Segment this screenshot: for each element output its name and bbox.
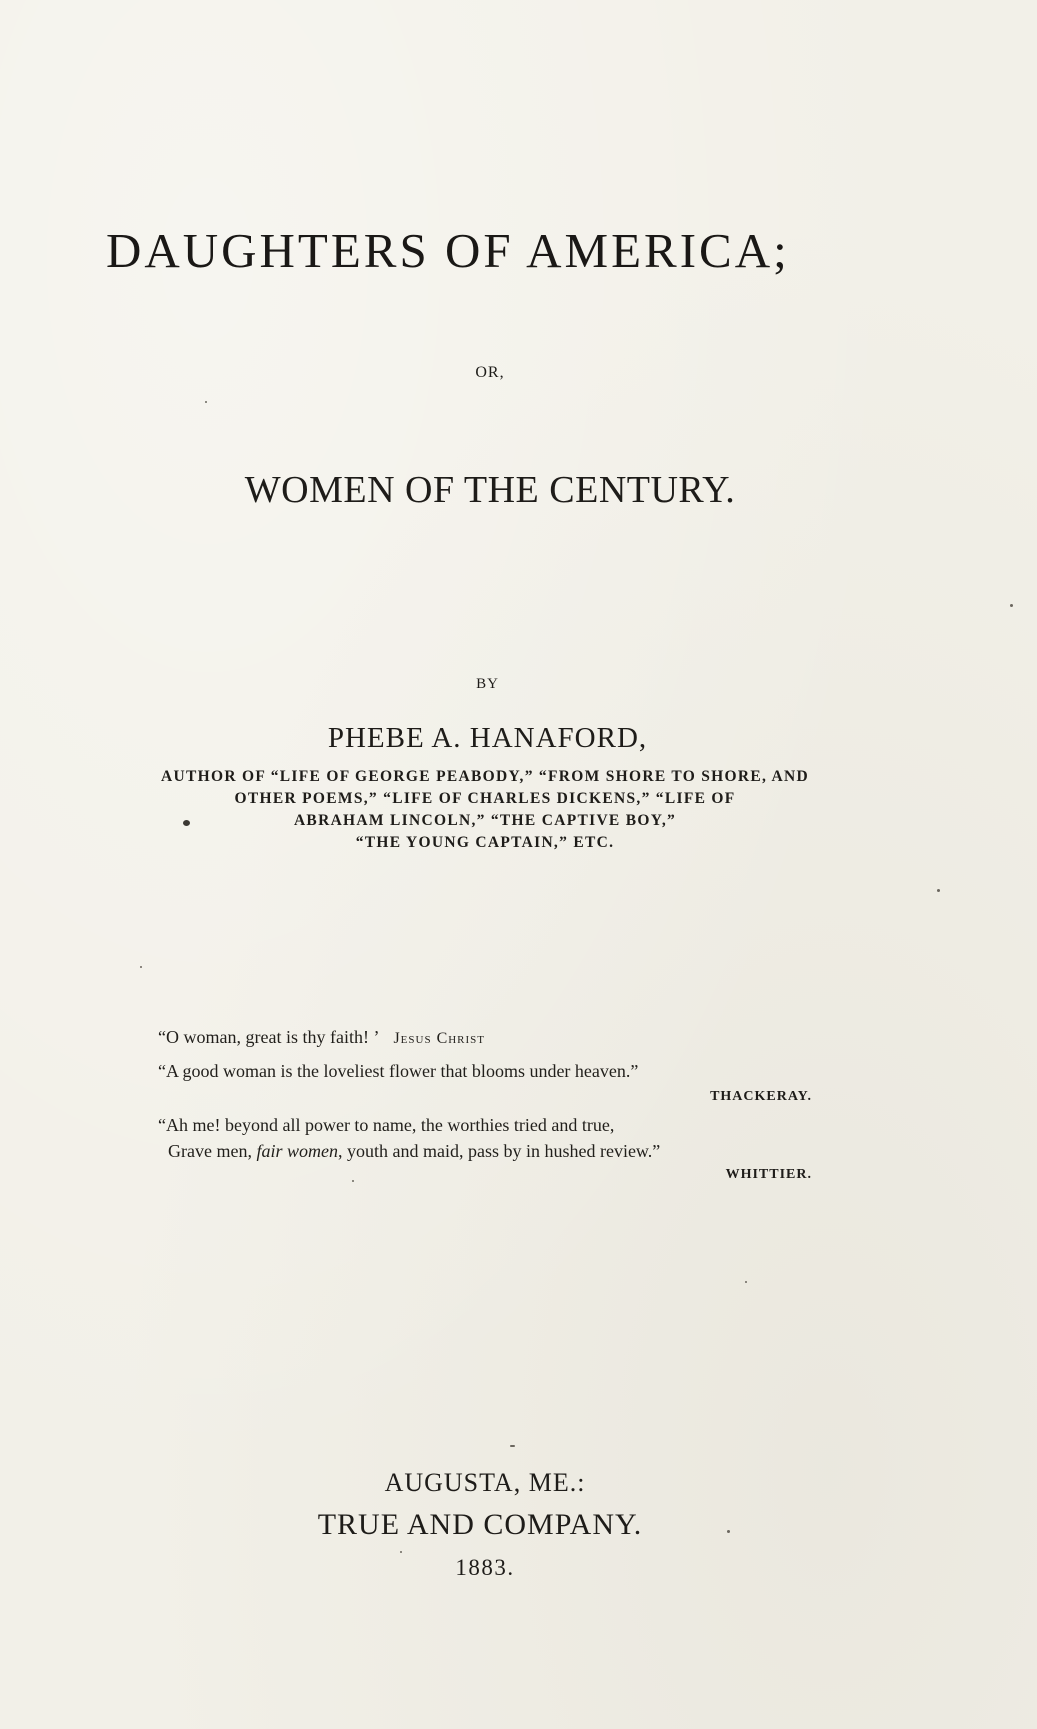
paper-speck <box>352 1180 354 1182</box>
book-subtitle: WOMEN OF THE CENTURY. <box>244 469 736 511</box>
paper-speck <box>937 889 940 892</box>
imprint-publisher: TRUE AND COMPANY. <box>317 1508 643 1541</box>
credits-line: ABRAHAM LINCOLN,” “THE CAPTIVE BOY,” <box>293 812 677 829</box>
author-credits <box>0 766 970 854</box>
epigraph-text: “O woman, great is thy faith! ’ <box>158 1027 380 1047</box>
credits-line: OTHER POEMS,” “LIFE OF CHARLES DICKENS,” “LIFE OF <box>234 790 736 807</box>
epigraph-attribution: THACKERAY. <box>710 1089 812 1104</box>
paper-speck <box>727 1530 730 1533</box>
epigraph-text: , youth and maid, pass by in hushed review.” <box>337 1141 661 1161</box>
epigraph-text: Grave men, <box>168 1141 257 1161</box>
epigraph-2: “A good woman is the loveliest flower that blooms under heaven.” <box>158 1061 639 1081</box>
paper-speck <box>510 1445 515 1447</box>
epigraph-italic-text: fair women <box>256 1141 338 1161</box>
credits-line: “THE YOUNG CAPTAIN,” ETC. <box>355 834 615 851</box>
imprint-place: AUGUSTA, ME.: <box>384 1468 586 1497</box>
epigraph-3-line-2 <box>168 1141 660 1162</box>
title-conjunction: OR, <box>475 364 505 381</box>
epigraph-3-line-1: “Ah me! beyond all power to name, the worthies tried and true, <box>158 1115 615 1135</box>
paper-speck <box>1010 604 1013 607</box>
paper-speck <box>205 401 207 403</box>
paper-speck <box>183 820 190 826</box>
by-line: BY <box>476 676 499 692</box>
paper-speck <box>140 966 142 968</box>
book-title: DAUGHTERS OF AMERICA; <box>106 223 790 278</box>
paper-speck <box>745 1281 747 1283</box>
epigraph-attribution: WHITTIER. <box>725 1167 812 1182</box>
epigraph-1 <box>158 1027 485 1048</box>
imprint-year: 1883. <box>455 1555 515 1580</box>
epigraph-attribution: Jesus Christ <box>393 1030 486 1047</box>
paper-speck <box>400 1551 402 1553</box>
credits-line: AUTHOR OF “LIFE OF GEORGE PEABODY,” “FROM SHORE TO SHORE, AND <box>161 768 809 785</box>
author-name: PHEBE A. HANAFORD, <box>327 722 648 754</box>
